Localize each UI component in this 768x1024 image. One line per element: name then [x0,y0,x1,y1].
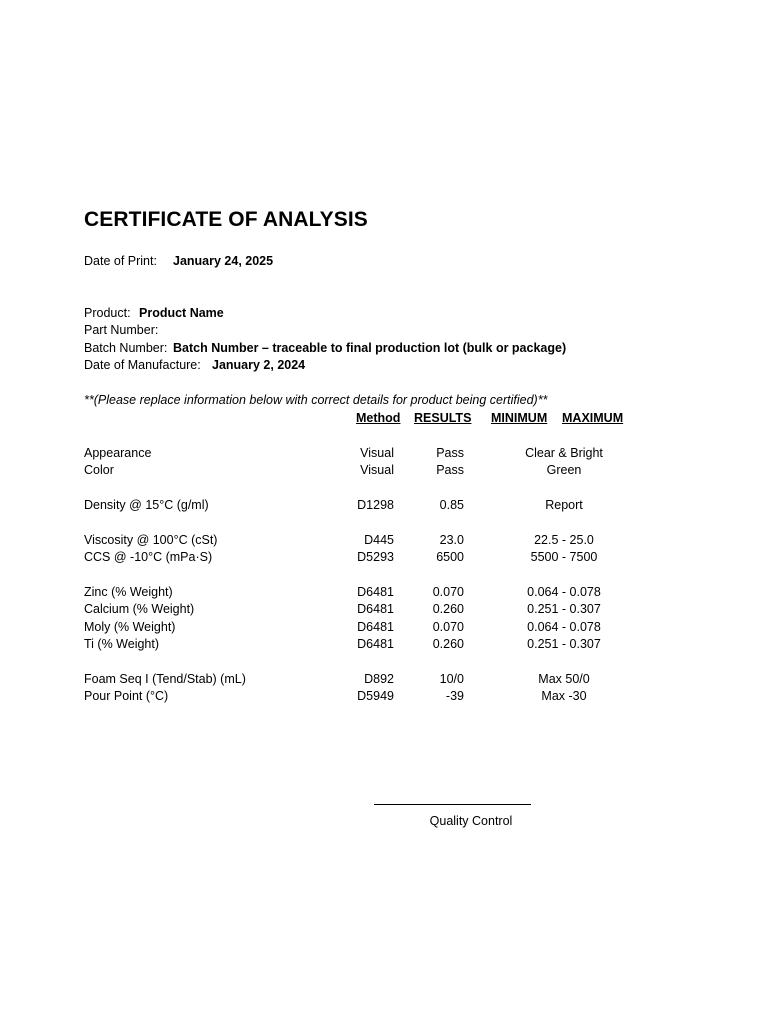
row-spec: 0.251 - 0.307 [527,637,601,651]
row-spec: 5500 - 7500 [530,550,598,564]
header-results: RESULTS [414,411,472,425]
row-method: D1298 [357,498,394,512]
date-of-manufacture-value: January 2, 2024 [212,358,306,372]
row-spec: 0.064 - 0.078 [527,620,601,634]
document-title: CERTIFICATE OF ANALYSIS [84,208,368,231]
product-value: Product Name [139,306,224,320]
row-method: D6481 [357,602,394,616]
row-spec: 0.251 - 0.307 [527,602,601,616]
row-result: 6500 [436,550,464,564]
row-result: Pass [436,463,464,477]
row-name: Ti (% Weight) [84,637,160,651]
row-result: 10/0 [439,672,464,686]
row-method: Visual [360,446,394,460]
date-of-manufacture-label: Date of Manufacture: [84,358,201,372]
replace-info-note: **(Please replace information below with correct details for product being certified)** [84,393,548,407]
row-result: 0.85 [439,498,464,512]
row-method: D892 [364,672,394,686]
row-name: Pour Point (°C) [84,689,169,703]
row-name: Viscosity @ 100°C (cSt) [84,533,218,547]
row-name: Moly (% Weight) [84,620,176,634]
batch-number-label: Batch Number: [84,341,168,355]
row-name: Calcium (% Weight) [84,602,195,616]
row-spec: Max 50/0 [538,672,590,686]
part-number-label: Part Number: [84,323,159,337]
row-method: D5293 [357,550,394,564]
signature-label: Quality Control [429,814,513,828]
row-spec: Clear & Bright [525,446,603,460]
batch-number-value: Batch Number – traceable to final production lot (bulk or package) [173,341,567,355]
row-spec: Report [545,498,583,512]
signature-line [374,804,531,805]
row-result: 0.260 [432,602,464,616]
row-spec: 22.5 - 25.0 [534,533,594,547]
row-spec: Green [546,463,582,477]
row-result: -39 [445,689,464,703]
row-result: 0.070 [432,620,464,634]
row-method: D6481 [357,585,394,599]
date-of-print-label: Date of Print: [84,254,157,268]
row-name: Density @ 15°C (g/ml) [84,498,209,512]
header-minimum: MINIMUM [491,411,548,425]
row-name: Zinc (% Weight) [84,585,173,599]
row-method: D6481 [357,620,394,634]
row-spec: 0.064 - 0.078 [527,585,601,599]
row-name: Foam Seq I (Tend/Stab) (mL) [84,672,246,686]
row-name: Color [84,463,114,477]
row-result: Pass [436,446,464,460]
row-method: Visual [360,463,394,477]
date-of-print-value: January 24, 2025 [173,254,274,268]
header-maximum: MAXIMUM [562,411,624,425]
product-label: Product: [84,306,131,320]
row-result: 0.070 [432,585,464,599]
row-method: D445 [364,533,394,547]
header-method: Method [356,411,401,425]
row-name: CCS @ -10°C (mPa·S) [84,550,213,564]
row-method: D6481 [357,637,394,651]
row-result: 0.260 [432,637,464,651]
row-spec: Max -30 [541,689,587,703]
row-result: 23.0 [439,533,464,547]
row-method: D5949 [357,689,394,703]
row-name: Appearance [84,446,152,460]
